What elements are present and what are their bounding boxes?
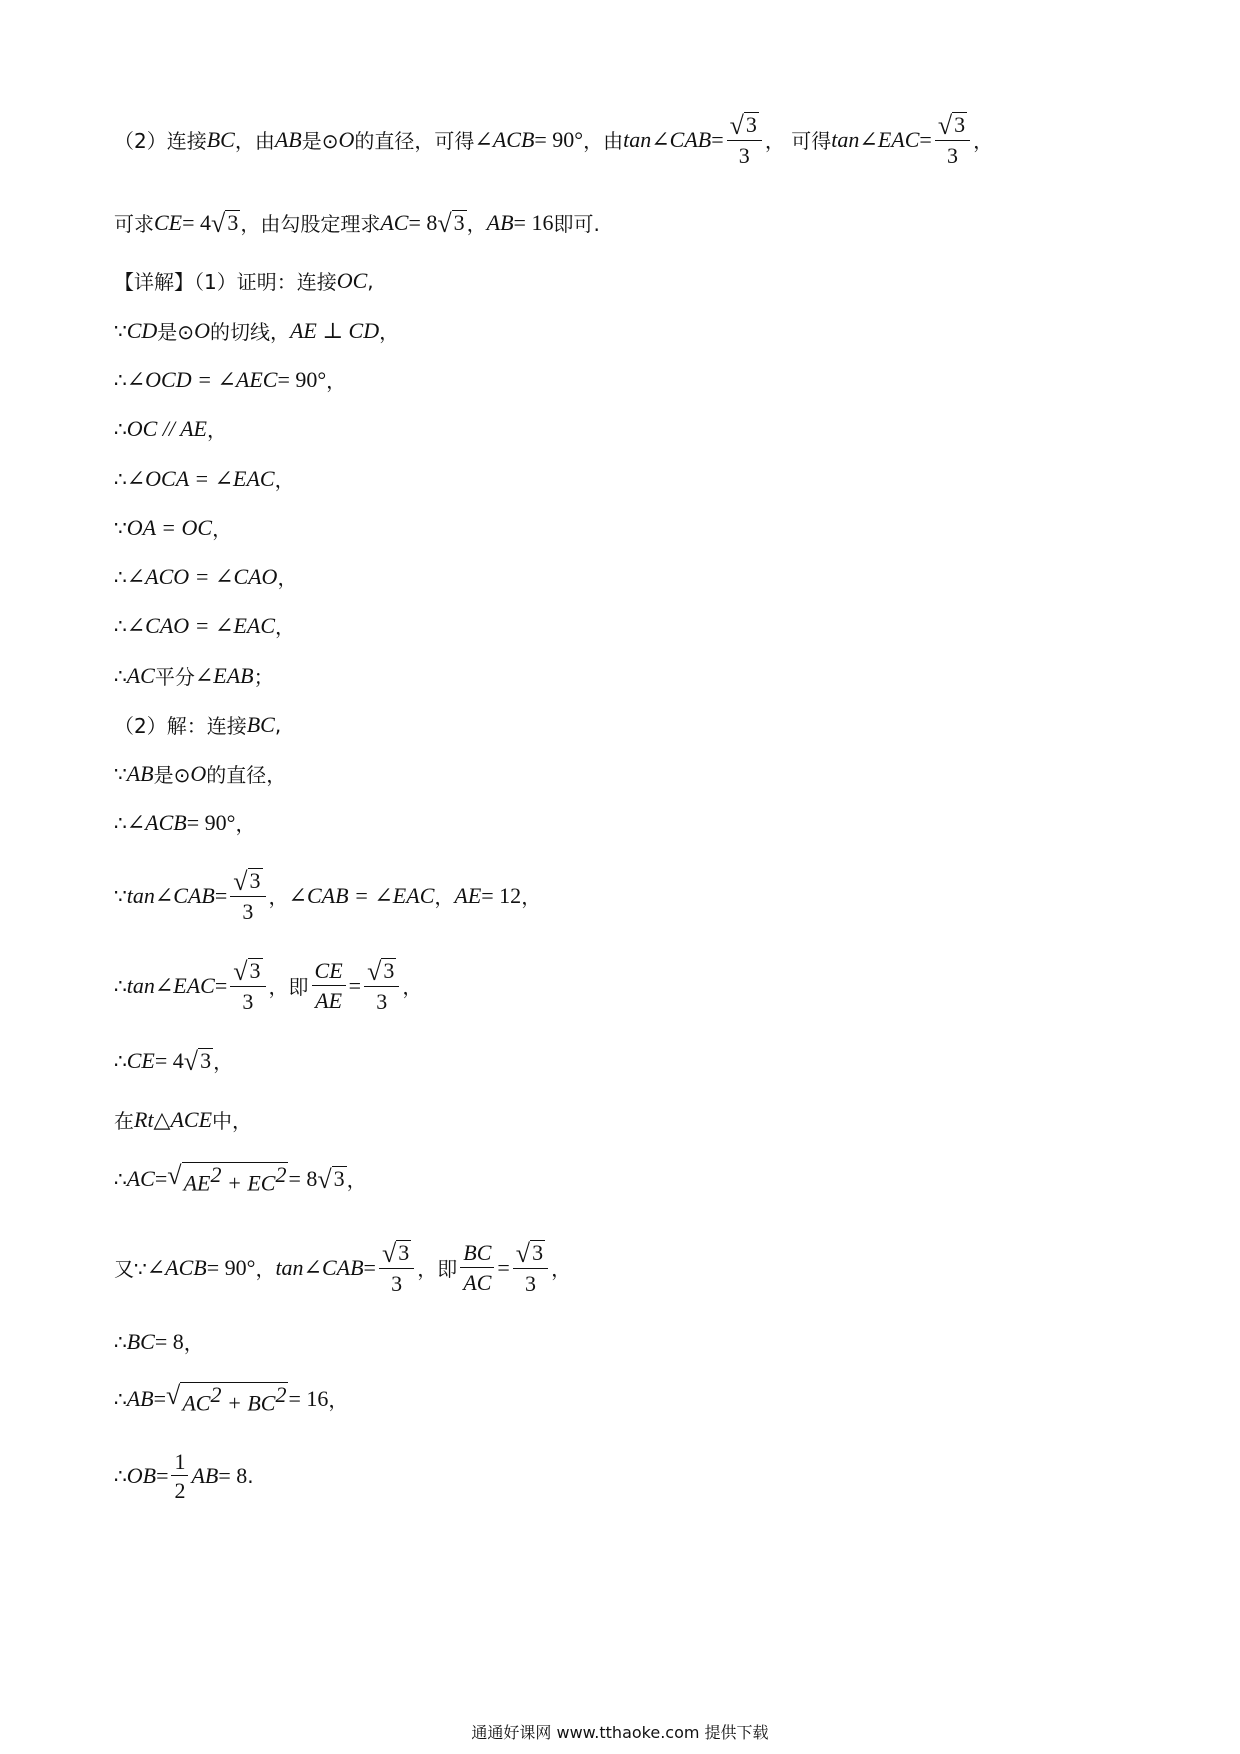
sqrt-3 [211,210,240,236]
math-ae-perp-cd: AE ⊥ CD [289,317,380,343]
radicand: 3 [398,1240,410,1265]
math-tan-cab: tan∠CAB [126,882,215,908]
text: （2）解：连接 [114,714,247,738]
math-ab: AB [126,1385,154,1411]
term-ae: AE [183,1170,211,1196]
sqrt-3 [317,1166,346,1192]
fraction-sqrt3-over-3 [364,958,399,1013]
radical-sign: √ [367,957,382,986]
math-tan-cab: tan∠CAB [275,1254,364,1280]
proof-line-12 [114,710,281,739]
denominator: 3 [391,1271,403,1296]
math-ab: AB [274,126,302,152]
text: ， [212,517,233,541]
math-eq-8: = 8 [288,1165,318,1191]
text: ，由勾股定理求 [240,212,381,236]
math-eq-4: = 4 [154,1047,184,1073]
text: 即可. [553,212,600,236]
radical-sign: √ [166,1381,181,1410]
exponent: 2 [210,1382,222,1407]
solution-heading [114,266,374,295]
math-oc: OC [336,267,368,293]
proof-line-20 [114,1240,571,1295]
radicand: 3 [532,1240,544,1265]
text: ， [326,369,347,393]
denominator: 3 [242,899,254,924]
proof-line-5 [114,365,346,394]
math-angles: ∠OCD = ∠AEC [126,366,278,392]
math-ac: AC [126,662,155,688]
fraction-ce-over-ae [312,959,346,1011]
radicand: 3 [227,209,239,235]
radical-sign: √ [729,111,744,140]
radical-sign: √ [515,1239,531,1268]
term-bc: BC [247,1390,276,1416]
radicand: 3 [745,112,757,137]
because-symbol: ∵ [114,515,127,540]
math-angle-eab: ∠EAB [194,662,254,688]
therefore-symbol: ∴ [114,973,127,998]
radical-sign: √ [233,867,248,896]
therefore-symbol: ∴ [114,564,127,589]
text: 的直径， [206,763,287,787]
text: ， [183,1331,204,1355]
math-eq-8: = 8 [154,1328,184,1354]
therefore-symbol: ∴ [114,810,127,835]
math-90: = 90° [534,126,584,152]
math-eq: = [497,1254,510,1280]
math-bc: BC [206,126,235,152]
sqrt-ac2-plus-bc2 [166,1382,288,1416]
because-symbol: ∵ [114,883,127,908]
radicand: 3 [333,1165,345,1191]
radical-sign: √ [317,1164,332,1194]
text: ，即 [268,975,309,1000]
proof-line-13 [114,759,286,788]
therefore-symbol: ∴ [114,1166,127,1191]
math-ab: AB [126,760,154,786]
math-tan-eac: tan∠EAC [831,126,920,152]
math-eq: = [919,126,932,152]
radical-sign: √ [437,208,452,238]
sqrt-3 [184,1048,213,1074]
math-ae: AE [454,882,482,908]
exponent: 2 [275,1162,287,1187]
text: ， [207,418,227,442]
proof-line-16 [114,958,422,1013]
sqrt-3 [437,210,466,236]
math-o: O [194,317,210,343]
therefore-symbol: ∴ [114,1048,127,1073]
analysis-line-2 [114,208,600,237]
text: 平分 [154,665,195,689]
math-ce: CE [126,1047,155,1073]
text: ， [434,885,455,910]
text: ， 可得 [764,129,832,154]
text: . [247,1464,254,1489]
text: ， [277,566,298,590]
math-o: O [338,126,355,152]
math-90: = 90° [186,809,236,835]
math-o: O [190,760,207,786]
text: ； [253,665,274,689]
denominator: 2 [174,1478,186,1504]
math-eq-12: = 12 [481,882,522,908]
text: ， [973,129,994,154]
footer-watermark: 通通好课网 www.tthaoke.com 提供下载 [471,1723,769,1742]
text: ， [255,1257,276,1282]
radicand: 3 [200,1047,212,1073]
radicand: 3 [453,209,465,235]
math-eq: = [348,972,362,998]
therefore-symbol: ∴ [114,466,127,491]
fraction-sqrt3-over-3 [935,112,970,167]
math-90: = 90° [277,366,327,392]
math-ab: AB [191,1463,219,1489]
radical-sign: √ [937,111,953,140]
math-eq-16: = 16 [513,209,554,235]
fraction-sqrt3-over-3 [513,1240,548,1295]
text: ， [328,1388,349,1413]
math-angles: ∠OCA = ∠EAC [126,465,275,491]
text: ，即 [417,1257,458,1282]
math-ce: CE [154,209,183,235]
math-eq-4: = 4 [182,209,212,235]
math-ac: AC [380,209,409,235]
numerator: 1 [171,1450,188,1476]
proof-line-8 [114,513,232,542]
fraction-sqrt3-over-3 [379,1240,414,1295]
proof-line-21 [114,1327,204,1356]
math-bc: BC [126,1328,155,1354]
proof-line-7 [114,464,295,493]
therefore-symbol: ∴ [114,1329,127,1354]
denominator: AE [315,987,343,1013]
therefore-symbol: ∴ [114,613,127,638]
text: ， [268,885,289,910]
denominator: 3 [242,989,254,1014]
therefore-symbol: ∴ [114,1464,127,1489]
denominator: AC [463,1269,492,1295]
denominator: 3 [738,143,750,168]
text: 【详解】（1）证明：连接 [114,270,337,294]
proof-line-22 [114,1382,348,1416]
math-eq: = [711,126,724,152]
math-oa-oc: OA = OC [126,514,213,540]
math-angles: ∠CAO = ∠EAC [126,612,275,638]
fraction-sqrt3-over-3 [230,958,265,1013]
text: ， [235,812,256,836]
therefore-symbol: ∴ [114,1386,127,1411]
proof-line-4 [114,316,399,345]
proof-line-11 [114,661,274,690]
text: ， [213,1050,234,1074]
math-cd: CD [126,317,158,343]
text: ，由 [583,129,624,154]
math-eq: = [214,972,228,998]
proof-line-10 [114,611,295,640]
plus: + [221,1170,248,1196]
text: 可求 [114,212,154,236]
therefore-symbol: ∴ [114,416,127,441]
math-eq: = [153,1385,167,1411]
text: ， [466,212,487,236]
math-eq: = [214,882,228,908]
radicand: 3 [954,112,966,137]
numerator: BC [460,1241,494,1267]
math-90: = 90° [206,1254,256,1280]
math-angles: ∠ACO = ∠CAO [126,563,278,589]
radical-sign: √ [183,1046,199,1076]
text: ， [379,320,400,344]
proof-line-23 [114,1450,254,1502]
math-eq-8: = 8 [218,1463,248,1489]
radical-sign: √ [233,957,248,986]
text: ， [275,615,295,639]
text: 又∵ [114,1257,147,1282]
text: ，由 [234,129,275,154]
math-eq-16: = 16 [288,1385,329,1411]
numerator: CE [312,959,346,985]
text: ， [274,468,295,492]
math-parallel: OC // AE [126,415,207,441]
text: 是⊙ [153,763,191,787]
math-rt-triangle: Rt△ACE [134,1106,213,1132]
plus: + [221,1390,248,1416]
math-angle-acb: ∠ACB [474,126,535,152]
text: ， [521,885,542,910]
radicand: 3 [249,868,261,893]
math-angle-acb: ∠ACB [146,1254,207,1280]
math-eq: = [156,1463,169,1489]
exponent: 2 [210,1162,222,1187]
because-symbol: ∵ [114,318,127,343]
text: 是⊙ [301,129,339,154]
radicand: 3 [249,958,261,983]
math-eq: = [363,1254,376,1280]
math-tan-eac: tan∠EAC [126,972,215,998]
radical-sign: √ [381,1239,397,1268]
term-ec: EC [247,1170,276,1196]
proof-line-19 [114,1162,367,1196]
math-eq: = [154,1165,168,1191]
text: , [274,712,282,737]
proof-line-6 [114,414,227,443]
radical-sign: √ [211,208,226,238]
therefore-symbol: ∴ [114,663,127,688]
text: , [367,268,374,293]
sqrt-ae2-plus-ec2 [167,1162,288,1196]
radical-sign: √ [167,1161,182,1190]
text: 在 [114,1109,134,1133]
proof-line-14 [114,808,255,837]
math-bc: BC [246,711,275,737]
text: ， [551,1257,572,1282]
text: 中， [212,1109,253,1133]
fraction-sqrt3-over-3 [727,112,762,167]
math-eq-8: = 8 [408,209,438,235]
math-ab: AB [486,209,514,235]
proof-line-18 [114,1105,252,1134]
exponent: 2 [275,1382,287,1407]
proof-line-15 [114,868,541,923]
text: 是⊙ [157,320,195,344]
denominator: 3 [946,143,958,168]
text: 的切线， [209,320,290,344]
because-symbol: ∵ [114,761,127,786]
denominator: 3 [376,989,388,1014]
text: ， [346,1168,367,1193]
math-angles: ∠CAB = ∠EAC [288,882,435,908]
radicand: 3 [383,958,395,983]
term-ac: AC [182,1390,211,1416]
denominator: 3 [524,1271,536,1296]
math-angle-acb: ∠ACB [126,809,187,835]
fraction-one-half [171,1450,188,1502]
fraction-sqrt3-over-3 [230,868,265,923]
math-ob: OB [126,1463,157,1489]
analysis-line-1 [114,112,993,167]
text: （2）连接 [114,129,207,154]
math-tan-cab: tan∠CAB [623,126,712,152]
therefore-symbol: ∴ [114,367,127,392]
proof-line-9 [114,562,297,591]
fraction-bc-over-ac [460,1241,494,1293]
text: 的直径，可得 [354,129,475,154]
text: ， [402,975,423,1000]
proof-line-17 [114,1046,233,1075]
math-ac: AC [126,1165,155,1191]
